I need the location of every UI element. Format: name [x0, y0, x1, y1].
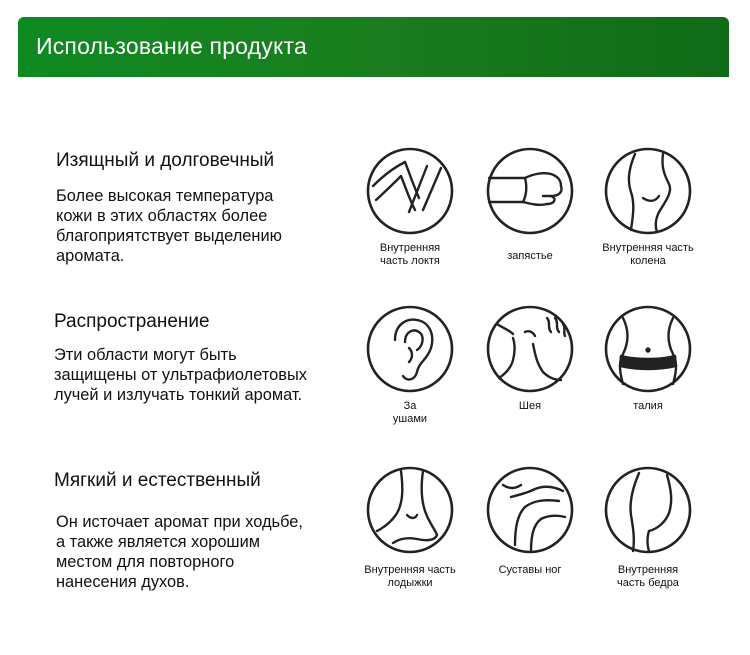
desc-line: лучей и излучать тонкий аромат.	[54, 386, 303, 404]
section-description	[56, 186, 282, 266]
desc-line: местом для повторного	[56, 553, 235, 571]
caption-ankle: Внутренняя часть лодыжки	[364, 564, 456, 589]
section-title: Мягкий и естественный	[54, 470, 261, 491]
desc-line: а также является хорошим	[56, 533, 261, 551]
ankle-icon	[365, 465, 455, 555]
section-soft	[0, 460, 750, 620]
caption-knee: Внутренняя часть колена	[602, 242, 694, 267]
section-title: Распространение	[54, 311, 210, 332]
section-spread	[0, 300, 750, 460]
desc-line: Более высокая температура	[56, 187, 274, 205]
leg-joint-icon	[485, 465, 575, 555]
caption-wrist: запястье	[507, 250, 553, 262]
knee-icon	[603, 146, 693, 236]
caption-waist: талия	[633, 400, 663, 412]
ear-icon	[365, 304, 455, 394]
thigh-icon	[603, 465, 693, 555]
caption-elbow: Внутренняя часть локтя	[379, 242, 441, 267]
desc-line: Эти области могут быть	[54, 346, 237, 364]
section-elegant	[0, 140, 750, 300]
desc-line: аромата.	[56, 247, 125, 265]
caption-leg-joints: Суставы ног	[498, 564, 562, 576]
desc-line: защищены от ультрафиолетовых	[54, 366, 307, 384]
section-description	[54, 345, 307, 405]
section-title: Изящный и долговечный	[56, 150, 275, 171]
caption-ear: За ушами	[392, 400, 428, 425]
elbow-icon	[365, 146, 455, 236]
section-description	[56, 512, 303, 592]
desc-line: благоприятствует выделению	[56, 227, 282, 245]
caption-neck: Шея	[518, 400, 542, 412]
neck-icon	[485, 304, 575, 394]
desc-line: кожи в этих областях более	[56, 207, 268, 225]
caption-thigh: Внутренняя часть бедра	[617, 564, 679, 589]
desc-line: нанесения духов.	[56, 573, 190, 591]
page-title: Использование продукта	[36, 33, 307, 59]
desc-line: Он источает аромат при ходьбе,	[56, 513, 303, 531]
waist-icon	[603, 304, 693, 394]
wrist-icon	[485, 146, 575, 236]
header-banner	[18, 17, 729, 77]
